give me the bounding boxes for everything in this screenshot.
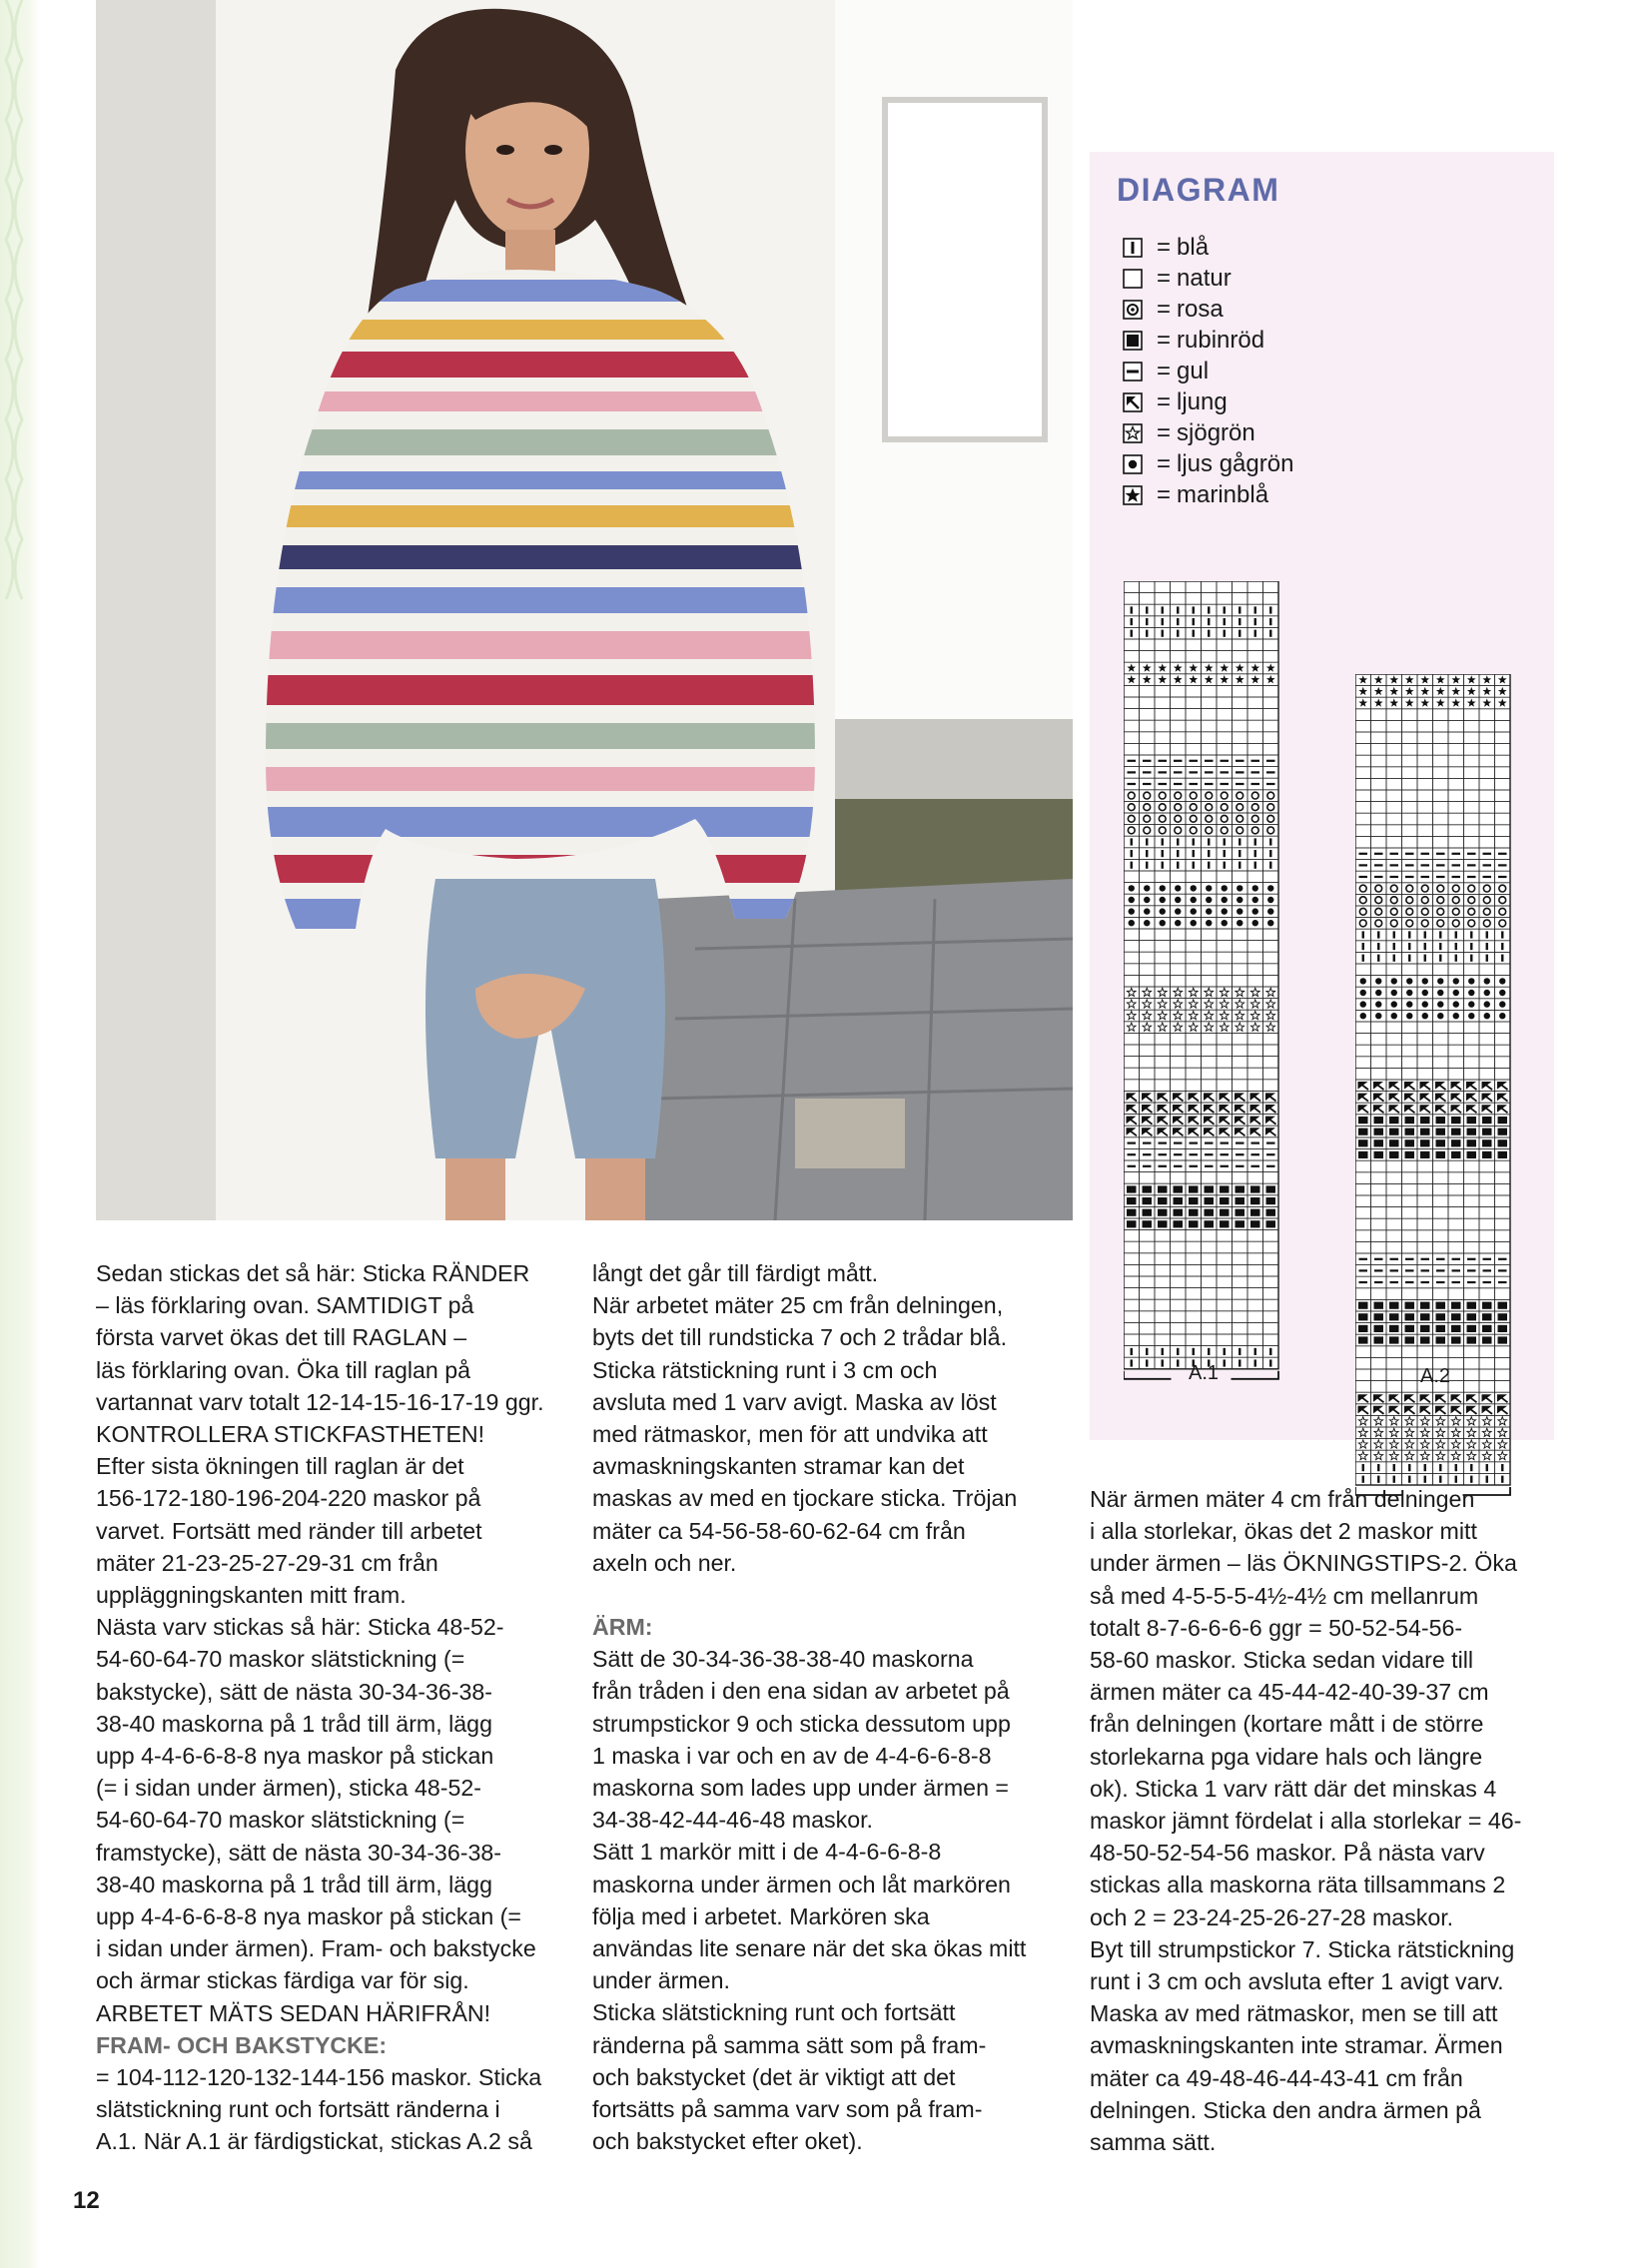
- text-line: fortsätts på samma varv som på fram-: [592, 2096, 983, 2123]
- dash-icon: [1123, 362, 1143, 381]
- text-line: Sedan stickas det så här: Sticka RÄNDER: [96, 1260, 530, 1286]
- text-line: maskas av med en tjockare sticka. Tröjan: [592, 1485, 1018, 1512]
- equals-sign: =: [1157, 264, 1172, 292]
- equals-sign: =: [1157, 326, 1172, 354]
- text-line: – läs förklaring ovan. SAMTIDIGT på: [96, 1292, 474, 1319]
- star-outline-icon: [1123, 423, 1143, 443]
- legend-item: [1123, 386, 1293, 417]
- equals-sign: =: [1157, 480, 1172, 508]
- text-line: 38-40 maskorna på 1 tråd till ärm, lägg: [96, 1871, 492, 1897]
- legend-label: blå: [1177, 233, 1210, 261]
- text-line: delningen. Sticka den andra ärmen på: [1090, 2096, 1481, 2123]
- text-line: 156-172-180-196-204-220 maskor på: [96, 1485, 481, 1512]
- legend-label: natur: [1177, 264, 1232, 292]
- text-line: Nästa varv stickas så här: Sticka 48-52-: [96, 1614, 504, 1641]
- text-line: KONTROLLERA STICKFASTHETEN!: [96, 1421, 485, 1448]
- text-line: Sticka slätstickning runt och fortsätt: [592, 1999, 956, 2026]
- diagram-legend: [1123, 232, 1293, 510]
- text-line: När arbetet mäter 25 cm från delningen,: [592, 1292, 1004, 1319]
- legend-item: [1123, 232, 1293, 263]
- equals-sign: =: [1157, 295, 1172, 323]
- diagram-title: DIAGRAM: [1117, 172, 1280, 208]
- text-line: Sätt 1 markör mitt i de 4-4-6-6-8-8: [592, 1839, 942, 1866]
- diagram-panel: [1090, 152, 1554, 1440]
- legend-item: [1123, 479, 1293, 510]
- text-line: följa med i arbetet. Markören ska: [592, 1902, 930, 1929]
- text-column-1: [96, 1257, 544, 2158]
- legend-label: rubinröd: [1177, 326, 1265, 354]
- text-line: så med 4-5-5-5-4½-4½ cm mellanrum: [1090, 1582, 1479, 1609]
- legend-item: [1123, 356, 1293, 386]
- text-line: Maska av med rätmaskor, men se till att: [1090, 2000, 1498, 2027]
- text-line: 1 maska i var och en av de 4-4-6-6-8-8: [592, 1742, 992, 1769]
- text-line: i sidan under ärmen). Fram- och bakstycke: [96, 1935, 536, 1962]
- text-line: (= i sidan under ärmen), sticka 48-52-: [96, 1775, 481, 1802]
- equals-sign: =: [1157, 233, 1172, 261]
- text-column-2: [592, 1257, 1026, 2157]
- dot-icon: [1123, 454, 1143, 474]
- text-line: maskorna som lades upp under ärmen =: [592, 1775, 1009, 1802]
- text-line: ränderna på samma sätt som på fram-: [592, 2031, 987, 2058]
- text-line: under ärmen.: [592, 1967, 730, 1994]
- text-line: läs förklaring ovan. Öka till raglan på: [96, 1356, 471, 1383]
- legend-label: gul: [1177, 357, 1210, 384]
- text-line: långt det går till färdigt mått.: [592, 1260, 879, 1286]
- text-line: uppläggningskanten mitt fram.: [96, 1582, 407, 1609]
- text-line: upp 4-4-6-6-8-8 nya maskor på stickan: [96, 1743, 494, 1770]
- braid-border-decoration: [0, 0, 40, 2268]
- text-line: användas lite senare när det ska ökas mitt: [592, 1935, 1027, 1962]
- legend-item: [1123, 325, 1293, 356]
- legend-label: marinblå: [1177, 480, 1269, 508]
- star-solid-icon: [1123, 485, 1143, 505]
- text-line: ok). Sticka 1 varv rätt där det minskas 4: [1090, 1775, 1497, 1802]
- equals-sign: =: [1157, 357, 1172, 384]
- legend-label: ljus gågrön: [1177, 449, 1294, 477]
- text-line: maskorna under ärmen och låt markören: [592, 1871, 1011, 1897]
- section-heading: FRAM- OCH BAKSTYCKE:: [96, 2031, 388, 2058]
- page-number: 12: [73, 2187, 100, 2214]
- text-line: När ärmen mäter 4 cm från delningen: [1090, 1486, 1475, 1512]
- photo-illustration: [96, 0, 1073, 1220]
- text-line: axeln och ner.: [592, 1549, 737, 1576]
- legend-item: [1123, 263, 1293, 294]
- text-line: bakstycke), sätt de nästa 30-34-36-38-: [96, 1678, 492, 1705]
- legend-label: sjögrön: [1177, 418, 1255, 446]
- text-line: storlekarna pga vidare hals och längre: [1090, 1743, 1483, 1770]
- empty-square-icon: [1123, 269, 1143, 289]
- paragraph-gap: [592, 1579, 1026, 1611]
- text-line: slätstickning runt och fortsätt ränderna i: [96, 2096, 500, 2123]
- text-line: avsluta med 1 varv avigt. Maska av löst: [592, 1388, 997, 1415]
- text-line: första varvet ökas det till RAGLAN –: [96, 1324, 467, 1351]
- equals-sign: =: [1157, 387, 1172, 415]
- text-line: i alla storlekar, ökas det 2 maskor mitt: [1090, 1518, 1477, 1545]
- ring-icon: [1123, 300, 1143, 320]
- text-line: mäter ca 54-56-58-60-62-64 cm från: [592, 1517, 966, 1544]
- text-line: strumpstickor 9 och sticka dessutom upp: [592, 1710, 1011, 1737]
- text-line: ARBETET MÄTS SEDAN HÄRIFRÅN!: [96, 1999, 491, 2026]
- text-line: varvet. Fortsätt med ränder till arbetet: [96, 1517, 482, 1544]
- legend-item: [1123, 294, 1293, 325]
- text-line: och bakstycket efter oket).: [592, 2128, 863, 2155]
- text-line: 34-38-42-44-46-48 maskor.: [592, 1807, 873, 1834]
- text-line: 54-60-64-70 maskor slätstickning (=: [96, 1646, 465, 1673]
- equals-sign: =: [1157, 418, 1172, 446]
- text-line: från tråden i den ena sidan av arbetet på: [592, 1678, 1010, 1705]
- section-heading: ÄRM:: [592, 1614, 653, 1641]
- text-line: 58-60 maskor. Sticka sedan vidare till: [1090, 1647, 1474, 1674]
- text-line: stickas alla maskorna räta tillsammans 2: [1090, 1872, 1506, 1898]
- text-line: mäter ca 49-48-46-44-43-41 cm från: [1090, 2064, 1463, 2091]
- text-line: och ärmar stickas färdiga var för sig.: [96, 1967, 469, 1994]
- text-line: mäter 21-23-25-27-29-31 cm från: [96, 1549, 438, 1576]
- equals-sign: =: [1157, 449, 1172, 477]
- text-line: och bakstycket (det är viktigt att det: [592, 2063, 956, 2090]
- text-line: 54-60-64-70 maskor slätstickning (=: [96, 1807, 465, 1834]
- filled-square-icon: [1123, 331, 1143, 351]
- legend-label: rosa: [1177, 295, 1224, 323]
- text-line: under ärmen – läs ÖKNINGSTIPS-2. Öka: [1090, 1550, 1517, 1577]
- chart-a1-label: A.1: [1188, 1362, 1220, 1384]
- chart-a2-label: A.2: [1419, 1365, 1451, 1387]
- text-line: byts det till rundsticka 7 och 2 trådar blå.: [592, 1324, 1008, 1351]
- text-line: maskor jämnt fördelat i alla storlekar = 46-: [1090, 1808, 1522, 1835]
- bar-icon: [1123, 238, 1143, 258]
- text-line: Efter sista ökningen till raglan är det: [96, 1453, 464, 1480]
- model-photo: [96, 0, 1073, 1220]
- arrow-corner-icon: [1123, 392, 1143, 412]
- text-line: ärmen mäter ca 45-44-42-40-39-37 cm: [1090, 1679, 1489, 1706]
- chart-a1: [1124, 581, 1283, 1540]
- text-line: totalt 8-7-6-6-6-6 ggr = 50-52-54-56-: [1090, 1614, 1463, 1641]
- text-line: A.1. När A.1 är färdigstickat, stickas A.2 så: [96, 2128, 532, 2155]
- text-line: samma sätt.: [1090, 2129, 1217, 2156]
- text-line: 48-50-52-54-56 maskor. På nästa varv: [1090, 1840, 1485, 1867]
- text-line: från delningen (kortare mått i de större: [1090, 1711, 1484, 1738]
- text-line: = 104-112-120-132-144-156 maskor. Sticka: [96, 2064, 542, 2091]
- text-line: runt i 3 cm och avsluta efter 1 avigt varv.: [1090, 1968, 1504, 1995]
- legend-item: [1123, 448, 1293, 479]
- text-line: vartannat varv totalt 12-14-15-16-17-19 ggr.: [96, 1388, 544, 1415]
- text-line: Sticka rätstickning runt i 3 cm och: [592, 1356, 938, 1383]
- text-line: avmaskningskanten stramar kan det: [592, 1453, 965, 1480]
- text-line: avmaskningskanten inte stramar. Ärmen: [1090, 2032, 1503, 2059]
- legend-item: [1123, 417, 1293, 448]
- text-line: Byt till strumpstickor 7. Sticka rätstickning: [1090, 1935, 1515, 1962]
- text-line: framstycke), sätt de nästa 30-34-36-38-: [96, 1839, 501, 1866]
- text-line: 38-40 maskorna på 1 tråd till ärm, lägg: [96, 1710, 492, 1737]
- text-line: Sätt de 30-34-36-38-38-40 maskorna: [592, 1646, 974, 1673]
- text-line: upp 4-4-6-6-8-8 nya maskor på stickan (=: [96, 1903, 521, 1930]
- legend-label: ljung: [1177, 387, 1228, 415]
- text-column-3: [1090, 1483, 1521, 2158]
- text-line: med rätmaskor, men för att undvika att: [592, 1421, 988, 1448]
- text-line: och 2 = 23-24-25-26-27-28 maskor.: [1090, 1903, 1454, 1930]
